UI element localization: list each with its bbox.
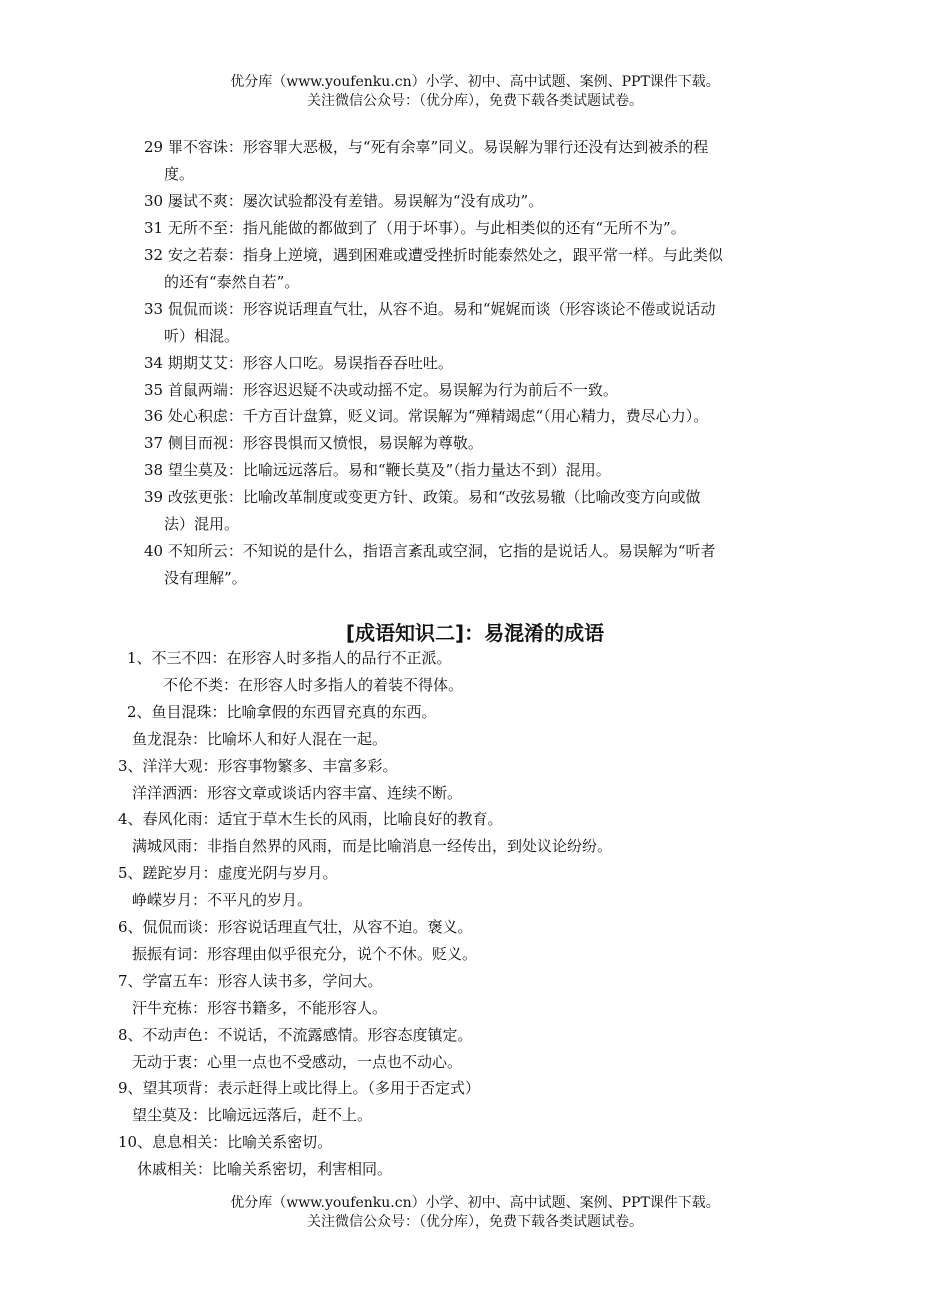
list-item: 35 首鼠两端：形容迟迟疑不决或动摇不定。易误解为行为前后不一致。 <box>144 381 618 399</box>
list-item: 34 期期艾艾：形容人口吃。易误指吞吞吐吐。 <box>144 354 453 372</box>
list-item: 31 无所不至：指凡能做的都做到了（用于坏事）。与此相类似的还有“无所不为”。 <box>144 219 686 237</box>
list-item: 10、息息相关：比喻关系密切。 <box>118 1133 333 1151</box>
header-line-1: 优分库（www.youfenku.cn）小学、初中、高中试题、案例、PPT课件下载。 <box>230 74 720 90</box>
list-item: 的还有“泰然自若”。 <box>164 273 300 291</box>
list-item: 无动于衷：心里一点也不受感动，一点也不动心。 <box>132 1053 463 1071</box>
footer-line-1: 优分库（www.youfenku.cn）小学、初中、高中试题、案例、PPT课件下载。 <box>230 1195 720 1211</box>
page-footer <box>0 1194 950 1232</box>
list-item: 2、鱼目混珠：比喻拿假的东西冒充真的东西。 <box>127 703 437 721</box>
list-item: 没有理解”。 <box>164 569 247 587</box>
list-item: 8、不动声色：不说话，不流露感情。形容态度镇定。 <box>118 1026 473 1044</box>
list-item: 法）混用。 <box>164 515 240 533</box>
list-item: 1、不三不四：在形容人时多指人的品行不正派。 <box>127 649 452 667</box>
list-item: 38 望尘莫及：比喻远远落后。易和“鞭长莫及”（指力量达不到）混用。 <box>144 461 611 479</box>
list-item: 36 处心积虑：千方百计盘算，贬义词。常误解为“殚精竭虑“（用心精力，费尽心力）。 <box>144 407 709 425</box>
list-item: 3、洋洋大观：形容事物繁多、丰富多彩。 <box>118 757 398 775</box>
list-item: 休戚相关：比喻关系密切，利害相同。 <box>137 1160 393 1178</box>
list-item: 4、春风化雨：适宜于草木生长的风雨，比喻良好的教育。 <box>118 810 503 828</box>
list-item: 度。 <box>164 165 195 183</box>
list-item: 39 改弦更张：比喻改革制度或变更方针、政策。易和“改弦易辙（比喻改变方向或做 <box>144 488 701 506</box>
list-item: 33 侃侃而谈：形容说话理直气壮，从容不迫。易和“娓娓而谈（形容谈论不倦或说话动 <box>144 300 716 318</box>
list-item: 振振有词：形容理由似乎很充分，说个不休。贬义。 <box>132 945 478 963</box>
list-item: 37 侧目而视：形容畏惧而又愤恨，易误解为尊敬。 <box>144 434 483 452</box>
list-item: 29 罪不容诛：形容罪大恶极，与“死有余辜”同义。易误解为罪行还没有达到被杀的程 <box>144 138 709 156</box>
list-item: 32 安之若泰：指身上逆境，遇到困难或遭受挫折时能泰然处之，跟平常一样。与此类似 <box>144 246 723 264</box>
list-item: 洋洋洒洒：形容文章或谈话内容丰富、连续不断。 <box>132 784 463 802</box>
list-item: 满城风雨：非指自然界的风雨，而是比喻消息一经传出，到处议论纷纷。 <box>132 837 613 855</box>
list-item: 9、望其项背：表示赶得上或比得上。（多用于否定式） <box>118 1079 481 1097</box>
page-header <box>0 73 950 111</box>
list-item: 30 屡试不爽：屡次试验都没有差错。易误解为“没有成功”。 <box>144 192 544 210</box>
list-item: 7、学富五车：形容人读书多，学问大。 <box>118 972 383 990</box>
list-item: 峥嵘岁月：不平凡的岁月。 <box>132 891 313 909</box>
list-item: 鱼龙混杂：比喻坏人和好人混在一起。 <box>132 730 388 748</box>
footer-line-2: 关注微信公众号：（优分库），免费下载各类试题试卷。 <box>307 1214 643 1230</box>
list-item: 6、侃侃而谈：形容说话理直气壮，从容不迫。褒义。 <box>118 918 473 936</box>
section-title: [成语知识二]：易混淆的成语 <box>345 621 605 645</box>
list-item: 汗牛充栋：形容书籍多，不能形容人。 <box>132 999 388 1017</box>
list-item: 听）相混。 <box>164 327 240 345</box>
list-item: 不伦不类：在形容人时多指人的着装不得体。 <box>163 676 464 694</box>
list-item: 望尘莫及：比喻远远落后，赶不上。 <box>132 1106 373 1124</box>
header-line-2: 关注微信公众号：（优分库），免费下载各类试题试卷。 <box>307 93 643 109</box>
list-item: 5、蹉跎岁月：虚度光阴与岁月。 <box>118 864 338 882</box>
list-item: 40 不知所云：不知说的是什么，指语言紊乱或空洞，它指的是说话人。易误解为“听者 <box>144 542 716 560</box>
